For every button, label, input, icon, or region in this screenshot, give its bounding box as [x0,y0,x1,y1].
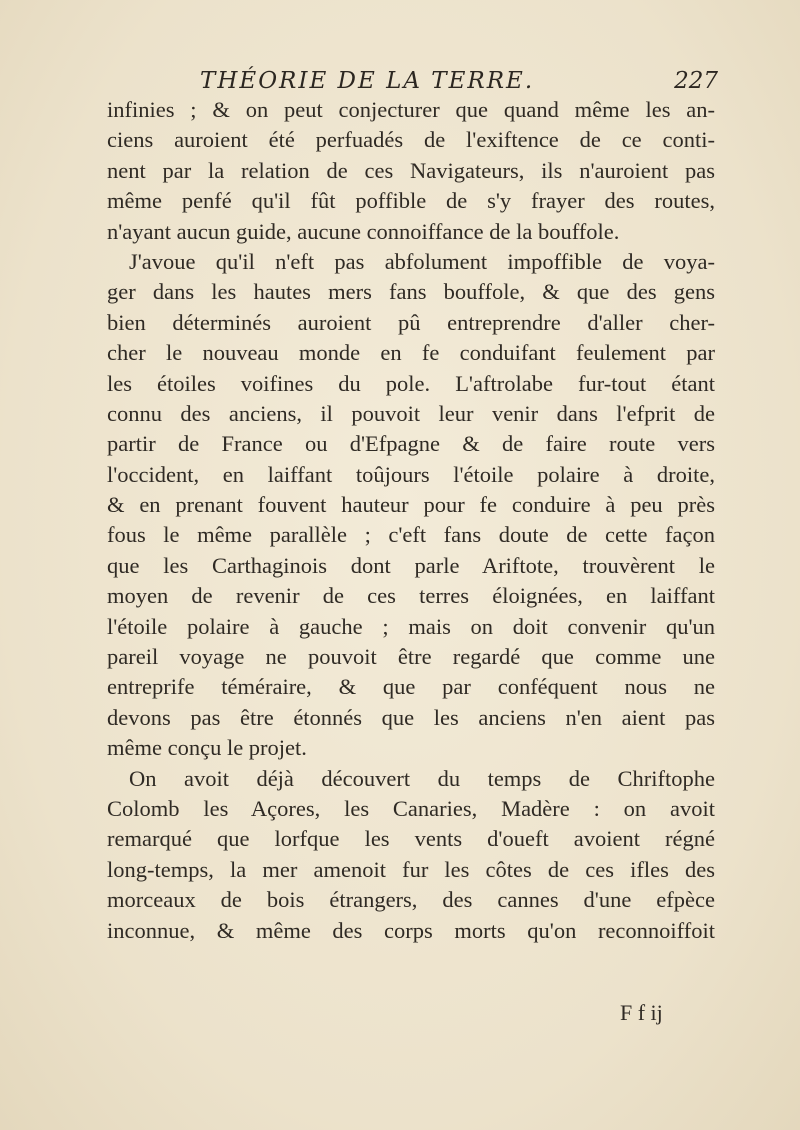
text-line: les étoiles voifines du pole. L'aftrolabe fur-tout étant [107,370,715,396]
text-line: Colomb les Açores, les Canaries, Madère : on avoit [107,795,715,821]
text-line: remarqué que lorfque les vents d'oueft avoient régné [107,826,715,852]
text-line: On avoit déjà découvert du temps de Chriftophe [129,765,715,791]
text-line: devons pas être étonnés que les anciens n'en aient pas [107,704,715,730]
text-line: n'ayant aucun guide, aucune connoiffance de la bouffole. [107,218,620,244]
text-line: inconnue, & même des corps morts qu'on reconnoiffoit [107,917,715,943]
text-line: ger dans les hautes mers fans bouffole, & que des gens [107,279,715,305]
text-line: infinies ; & on peut conjecturer que quand même les an- [107,97,715,122]
text-line: ciens auroient été perfuadés de l'exiftence de ce conti- [107,127,715,153]
text-line: l'étoile polaire à gauche ; mais on doit convenir qu'un [107,613,715,639]
signature-mark: F f ij [620,1000,663,1025]
page-number: 227 [674,68,718,94]
text-line: connu des anciens, il pouvoit leur venir dans l'efprit de [107,400,715,426]
text-line: cher le nouveau monde en fe conduifant feulement par [107,340,715,366]
text-line: pareil voyage ne pouvoit être regardé que comme une [107,644,715,670]
text-line: que les Carthaginois dont parle Ariftote, trouvèrent le [107,552,715,578]
text-line: l'occident, en laiffant toûjours l'étoile polaire à droite, [107,461,715,487]
body-text [107,95,715,946]
text-line: morceaux de bois étrangers, des cannes d'une efpèce [107,887,715,913]
text-line: entreprife téméraire, & que par conféquent nous ne [107,674,715,700]
text-line: moyen de revenir de ces terres éloignées, en laiffant [107,583,715,609]
text-line: J'avoue qu'il n'eft pas abfolument impoffible de voya- [129,248,715,274]
text-line: bien déterminés auroient pû entreprendre d'aller cher- [107,309,715,335]
text-line: même conçu le projet. [107,735,307,761]
text-line: & en prenant fouvent hauteur pour fe conduire à peu près [107,492,715,518]
running-title: THÉORIE DE LA TERRE. [200,68,535,94]
text-line: nent par la relation de ces Navigateurs, ils n'auroient pas [107,157,715,183]
text-line: long-temps, la mer amenoit fur les côtes de ces ifles des [107,856,715,882]
text-line: fous le même parallèle ; c'eft fans doute de cette façon [107,522,715,548]
text-line: partir de France ou d'Efpagne & de faire route vers [107,431,715,457]
text-line: même penfé qu'il fût poffible de s'y frayer des routes, [107,188,715,214]
